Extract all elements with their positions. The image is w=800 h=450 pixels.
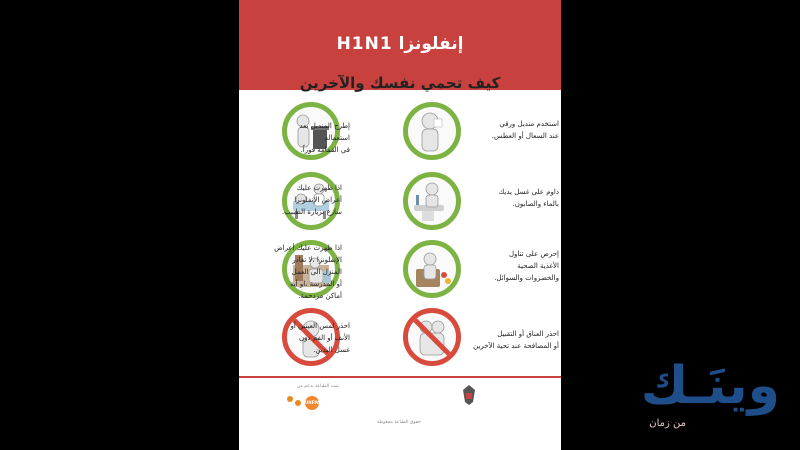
tip-healthy-food bbox=[400, 236, 561, 304]
tip-text: إطرح المنديل بعد استعماله في القمامة فوراً. bbox=[299, 122, 350, 154]
hand-washing-icon bbox=[403, 172, 461, 230]
tip-text: إحرص على تناول الأغذية الصحية والخضروات والسوائل. bbox=[494, 250, 559, 282]
tip-see-doctor bbox=[239, 168, 400, 236]
sponsor-note: تمت الطباعة بدعم من bbox=[297, 384, 339, 389]
healthy-food-icon bbox=[403, 240, 461, 298]
tip-text: استخدم منديل ورقي عند السعال أو العطس. bbox=[491, 120, 559, 140]
tip-no-hugging bbox=[400, 306, 561, 374]
partner-logo-icon bbox=[287, 396, 293, 402]
tip-dispose-tissue bbox=[239, 98, 400, 166]
tip-text: احذر العناق أو التقبيل أو المصافحة عند تحية الآخرين bbox=[473, 330, 559, 350]
watermark-tagline: من زمان bbox=[649, 418, 686, 429]
tip-text: احذر لمس العينين أو الأنف أو الفم دون غسل اليدين. bbox=[290, 322, 350, 354]
poster bbox=[239, 0, 561, 450]
tip-stay-home bbox=[239, 236, 400, 304]
poster-subtitle: كيف تحمي نفسك والآخرين bbox=[299, 74, 501, 92]
unfpa-logo: UNFPA bbox=[305, 396, 319, 410]
site-watermark bbox=[636, 356, 786, 440]
footer-divider bbox=[239, 376, 561, 378]
no-hugging-icon bbox=[403, 308, 461, 366]
watermark-logo: وينَـك bbox=[640, 356, 780, 416]
tip-use-tissue bbox=[400, 98, 561, 166]
partner-logo-icon bbox=[295, 400, 301, 406]
palestine-emblem-icon bbox=[461, 384, 477, 406]
rights-note: حقوق الطباعة محفوظة bbox=[377, 420, 421, 425]
tip-wash-hands bbox=[400, 168, 561, 236]
tip-text: اذا ظهرت عليك أعراض الإنفلونزا ،لا تغادر المنزل الى العمل أو المدرسة ،او أية أماكن مزدحمة. bbox=[274, 244, 342, 300]
tissue-cough-icon bbox=[403, 102, 461, 160]
tip-text: اذا ظهرت عليك أعراض الإنفلونزا سارع بزيارة الطبيب. bbox=[281, 184, 342, 216]
tip-no-face-touch bbox=[239, 306, 400, 374]
tip-text: داوم على غسل يديك بالماء والصابون. bbox=[498, 188, 559, 208]
poster-title: إنفلونزا H1N1 bbox=[336, 34, 464, 54]
